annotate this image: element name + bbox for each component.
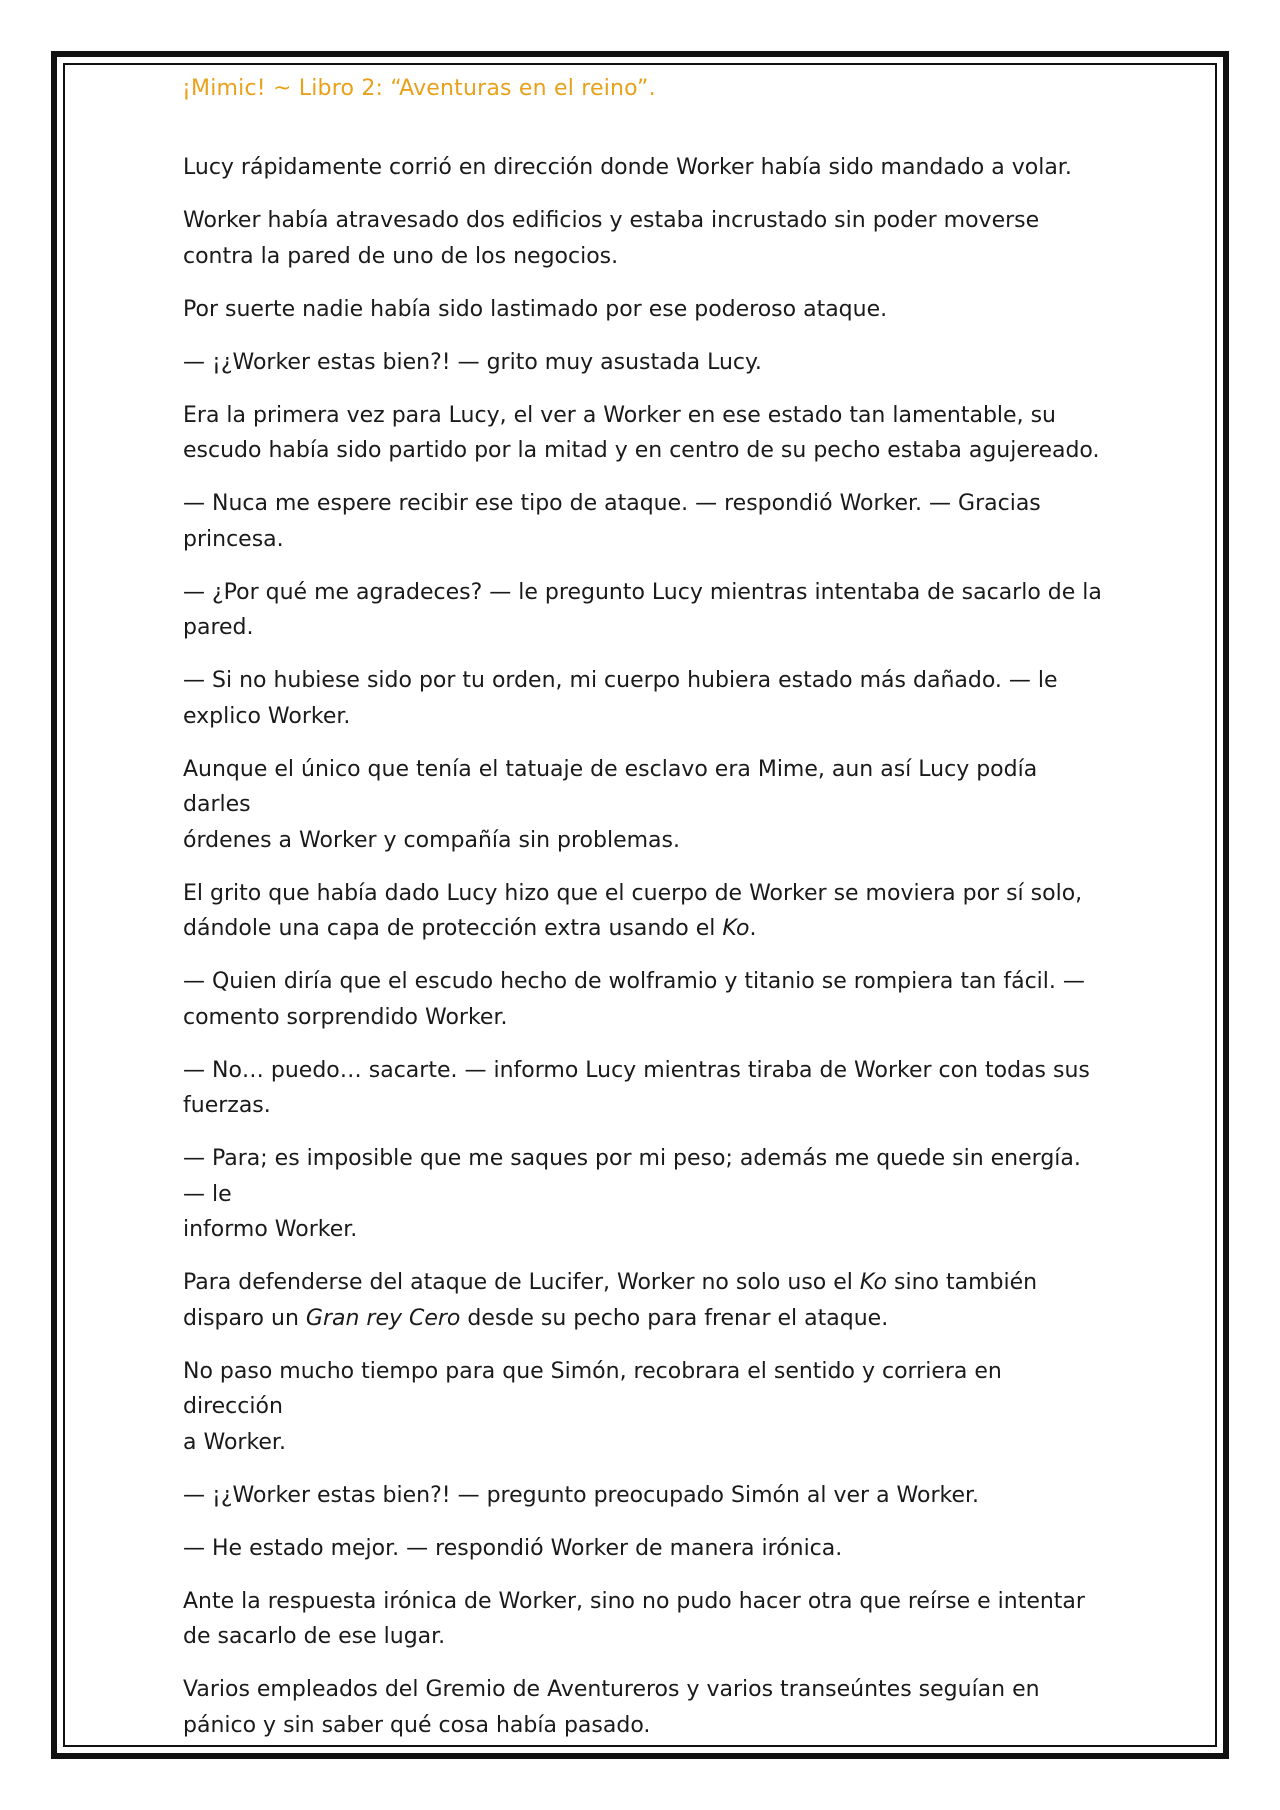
text-line: Worker había atravesado dos edificios y estaba incrustado sin poder moverse [183, 208, 1040, 233]
text-line: órdenes a Worker y compañía sin problemas. [183, 827, 680, 853]
paragraph-13 [183, 1141, 1103, 1248]
paragraph-7 [183, 575, 1103, 646]
text-line: — ¿Por qué me agradeces? — le pregunto Lucy mientras intentaba de sacarlo de la [183, 579, 1102, 605]
text-line: informo Worker. [183, 1217, 358, 1242]
text-line: — Nuca me espere recibir ese tipo de ataque. — respondió Worker. — Gracias [183, 491, 1041, 516]
paragraph-4 [183, 345, 1103, 381]
text-line: princesa. [183, 526, 284, 552]
text-segment: Para defenderse del ataque de Lucifer, Worker no solo uso el [183, 1270, 860, 1295]
text-line: Varios empleados del Gremio de Aventureros y varios transeúntes seguían en [183, 1677, 1040, 1702]
text-line: — He estado mejor. — respondió Worker de manera irónica. [183, 1535, 843, 1561]
paragraph-6 [183, 486, 1103, 557]
paragraph-11 [183, 964, 1103, 1035]
paragraph-9 [183, 752, 1103, 859]
text-line: Lucy rápidamente corrió en dirección donde Worker había sido mandado a volar. [183, 155, 1072, 180]
text-line: pared. [183, 615, 254, 640]
italic-term: Ko [859, 1270, 887, 1295]
paragraph-18 [183, 1584, 1103, 1655]
paragraph-12 [183, 1053, 1103, 1124]
text-line: Era la primera vez para Lucy, el ver a Worker en ese estado tan lamentable, su [183, 402, 1056, 428]
text-line: contra la pared de uno de los negocios. [183, 243, 619, 269]
text-segment: sino también [887, 1270, 1038, 1295]
text-segment: disparo un [183, 1305, 306, 1331]
text-line: — ¡¿Worker estas bien?! — grito muy asustada Lucy. [183, 349, 762, 375]
paragraph-16 [183, 1478, 1103, 1514]
text-segment: desde su pecho para frenar el ataque. [460, 1305, 889, 1331]
text-line: de sacarlo de ese lugar. [183, 1624, 446, 1649]
text-line: fuerzas. [183, 1093, 271, 1118]
paragraph-14 [183, 1265, 1103, 1336]
italic-term: Ko [722, 916, 750, 941]
paragraph-3 [183, 292, 1103, 328]
text-line: No paso mucho tiempo para que Simón, recobrara el sentido y corriera en dirección [183, 1358, 1002, 1419]
text-line: pánico y sin saber qué cosa había pasado. [183, 1712, 651, 1738]
paragraph-15 [183, 1354, 1103, 1461]
italic-term: Gran rey Cero [305, 1305, 461, 1331]
text-line: explico Worker. [183, 703, 351, 729]
text-line: — Si no hubiese sido por tu orden, mi cuerpo hubiera estado más dañado. — le [183, 668, 1058, 693]
text-line: El grito que había dado Lucy hizo que el cuerpo de Worker se moviera por sí solo, [183, 880, 1083, 906]
paragraph-19 [183, 1672, 1103, 1743]
text-line: Aunque el único que tenía el tatuaje de esclavo era Mime, aun así Lucy podía darles [183, 756, 1038, 817]
paragraph-10 [183, 876, 1103, 947]
text-line: escudo había sido partido por la mitad y en centro de su pecho estaba agujereado. [183, 438, 1100, 463]
text-line: — No… puedo… sacarte. — informo Lucy mientras tiraba de Worker con todas sus [183, 1057, 1090, 1083]
text-line: a Worker. [183, 1429, 286, 1455]
running-header: ¡Mimic! ~ Libro 2: “Aventuras en el reino”. [182, 76, 656, 101]
paragraph-8 [183, 663, 1103, 734]
text-segment: dándole una capa de protección extra usando el [183, 916, 723, 941]
text-line: — ¡¿Worker estas bien?! — pregunto preocupado Simón al ver a Worker. [183, 1482, 980, 1508]
text-line: Ante la respuesta irónica de Worker, sino no pudo hacer otra que reírse e intentar [183, 1588, 1085, 1614]
text-line: — Quien diría que el escudo hecho de wolframio y titanio se rompiera tan fácil. — [183, 969, 1085, 994]
text-segment: . [749, 916, 757, 941]
text-line: comento sorprendido Worker. [183, 1004, 508, 1030]
paragraph-17 [183, 1531, 1103, 1567]
paragraph-5 [183, 398, 1103, 469]
text-line: — Para; es imposible que me saques por mi peso; además me quede sin energía. — le [183, 1146, 1081, 1207]
text-line: Por suerte nadie había sido lastimado por ese poderoso ataque. [183, 296, 888, 322]
body-text [183, 150, 1103, 1761]
paragraph-2 [183, 203, 1103, 274]
paragraph-1 [183, 150, 1103, 186]
